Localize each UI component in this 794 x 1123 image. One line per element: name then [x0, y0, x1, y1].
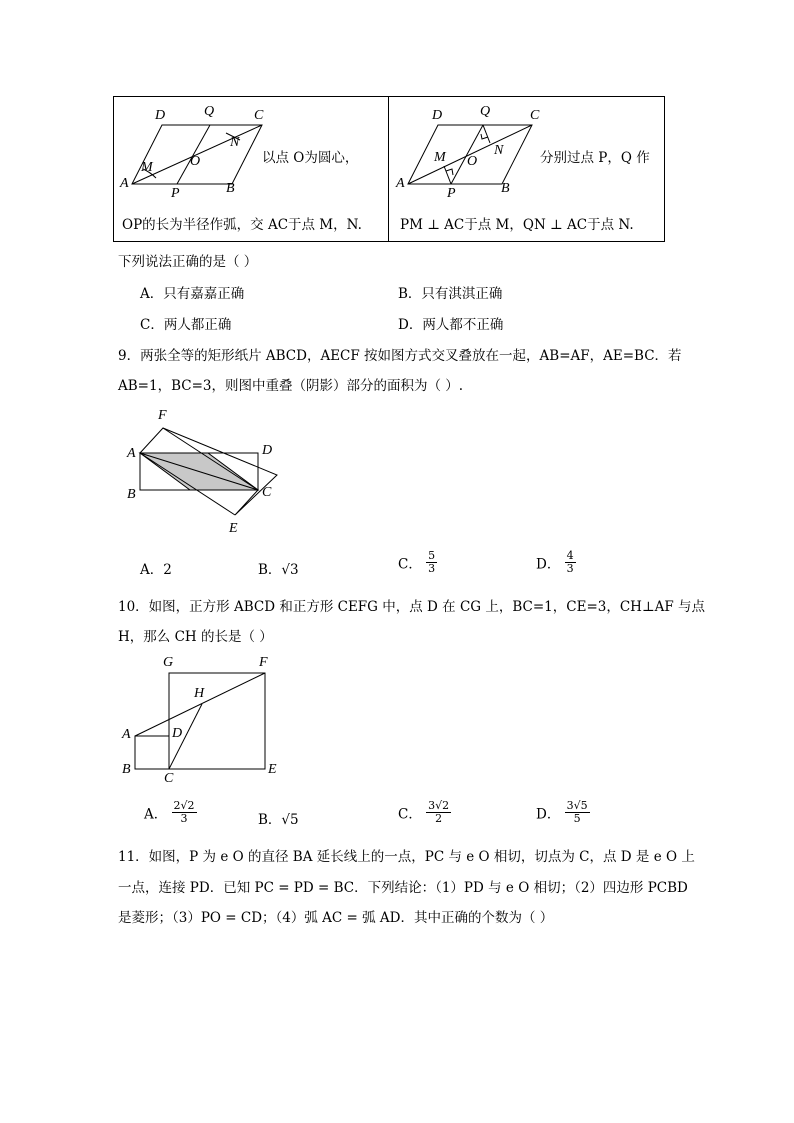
q9-label-D: D: [262, 443, 273, 458]
q8-right-label-P: P: [447, 186, 456, 201]
q8-left-label-D: D: [155, 108, 166, 123]
q8-right-text-1: 分别过点 P，Q 作: [540, 150, 650, 166]
q10-label-C: C: [164, 771, 174, 786]
q8-option-c: C．两人都正确: [140, 317, 232, 333]
q8-right-label-C: C: [530, 108, 540, 123]
q11-line-2: 一点，连接 PD．已知 PC = PD = BC．下列结论：（1）PD 与 e O 相切；（2）四边形 PCBD: [118, 880, 688, 896]
q9-label-E: E: [229, 521, 238, 536]
q8-left-text-1: 以点 O为圆心，: [262, 150, 359, 166]
q9-label-C: C: [262, 485, 272, 500]
q8-left-label-O: O: [190, 154, 201, 169]
q8-right-text-2: PM ⊥ AC于点 M，QN ⊥ AC于点 N.: [400, 217, 634, 233]
q9-line-2: AB=1，BC=3，则图中重叠（阴影）部分的面积为（ ）.: [118, 378, 464, 394]
q8-left-label-C: C: [254, 108, 264, 123]
q8-right-label-B: B: [501, 181, 510, 196]
q10-label-D: D: [172, 726, 183, 741]
q8-option-a: A．只有嘉嘉正确: [140, 286, 245, 302]
q8-question: 下列说法正确的是（ ）: [118, 254, 258, 270]
q8-left-label-Q: Q: [204, 104, 215, 119]
q9-option-a: A．2: [140, 562, 172, 578]
q10-label-B: B: [122, 762, 131, 777]
q10-line-2: H，那么 CH 的长是（ ）: [118, 629, 273, 645]
q10-option-b: B．√5: [258, 812, 299, 828]
q9-line-1: 9．两张全等的矩形纸片 ABCD，AECF 按如图方式交叉叠放在一起，AB=AF，AE=BC．若: [118, 348, 682, 364]
q9-option-b: B．√3: [258, 562, 299, 578]
q8-left-label-A: A: [120, 176, 129, 191]
q11-line-3: 是菱形；（3）PO = CD；（4）弧 AC = 弧 AD．其中正确的个数为（ ）: [118, 910, 554, 926]
q8-option-d: D．两人都不正确: [398, 317, 504, 333]
q9-option-c: C． $\frac{5}{3}$: [398, 549, 436, 575]
q10-label-H: H: [194, 686, 205, 701]
q10-line-1: 10．如图，正方形 ABCD 和正方形 CEFG 中，点 D 在 CG 上，BC=1，CE=3，CH⊥AF 与点: [118, 599, 706, 615]
q8-right-label-Q: Q: [480, 104, 491, 119]
q8-right-label-O: O: [467, 154, 478, 169]
q8-left-label-N: N: [230, 135, 240, 150]
q8-left-label-M: M: [141, 160, 153, 175]
q9-label-B: B: [127, 487, 136, 502]
q9-label-A: A: [127, 446, 136, 461]
q10-label-E: E: [268, 762, 277, 777]
q10-label-A: A: [122, 727, 131, 742]
q9-option-d: D． $\frac{4}{3}$: [536, 549, 574, 575]
q8-left-text-2: OP的长为半径作弧，交 AC于点 M，N.: [122, 217, 362, 233]
q8-option-b: B．只有淇淇正确: [398, 286, 503, 302]
q8-right-label-D: D: [432, 108, 443, 123]
q8-left-label-P: P: [171, 186, 180, 201]
q11-line-1: 11．如图，P 为 e O 的直径 BA 延长线上的一点，PC 与 e O 相切，切点为 C，点 D 是 e O 上: [118, 849, 695, 865]
q10-label-G: G: [163, 655, 174, 670]
q9-label-F: F: [158, 408, 167, 423]
q8-left-label-B: B: [226, 181, 235, 196]
q10-option-c: C． $\frac{3√2}{2}$: [398, 799, 450, 825]
q8-right-label-N: N: [494, 143, 504, 158]
q10-option-d: D． $\frac{3√5}{5}$: [536, 799, 588, 825]
q8-right-label-M: M: [434, 150, 446, 165]
q10-option-a: A． $\frac{2√2}{3}$: [144, 799, 195, 825]
q8-right-label-A: A: [396, 176, 405, 191]
q10-label-F: F: [259, 655, 268, 670]
